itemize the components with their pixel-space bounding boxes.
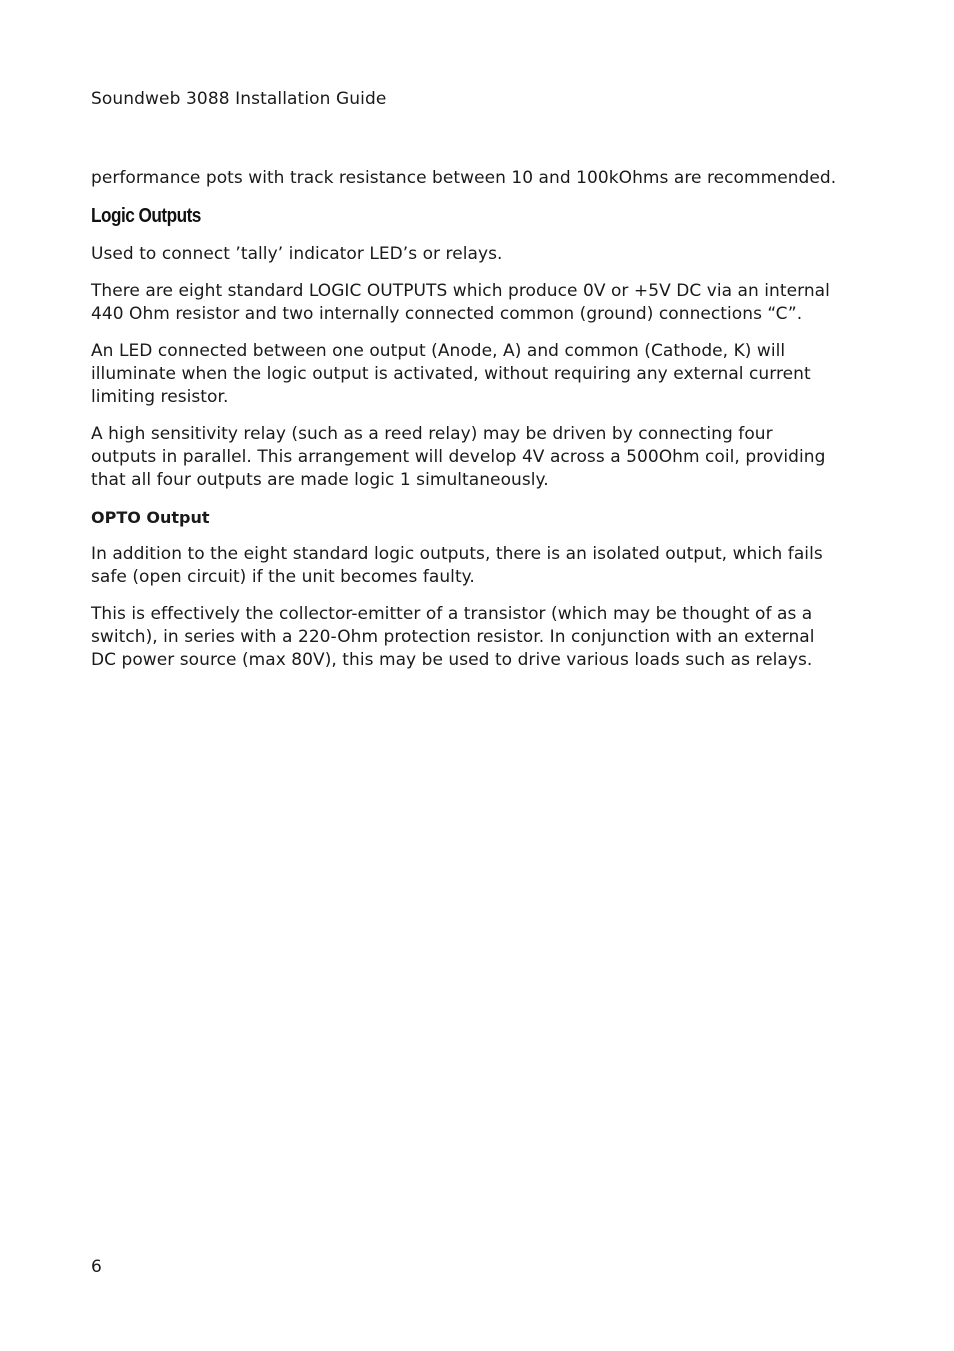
- intro-paragraph: performance pots with track resistance between 10 and 100kOhms are recommended.: [91, 168, 837, 188]
- paragraph-tally-usage: Used to connect ’tally’ indicator LED’s or relays.: [91, 244, 503, 264]
- paragraph-led-connection: An LED connected between one output (Anode, A) and common (Cathode, K) will illuminate when the logic output is activated, without requiring any external current limiting resistor.: [91, 341, 811, 407]
- paragraph-standard-outputs: There are eight standard LOGIC OUTPUTS which produce 0V or +5V DC via an internal 440 Ohm resistor and two internally connected common (ground) connections “C”.: [91, 281, 830, 324]
- paragraph-isolated-output: In addition to the eight standard logic outputs, there is an isolated output, which fails safe (open circuit) if the unit becomes faulty.: [91, 544, 823, 587]
- subsection-heading-opto-output: OPTO Output: [91, 508, 210, 527]
- running-header: Soundweb 3088 Installation Guide: [91, 89, 387, 109]
- section-heading-logic-outputs: Logic Outputs: [91, 205, 201, 227]
- page-content: [91, 167, 841, 686]
- paragraph-relay-drive: A high sensitivity relay (such as a reed relay) may be driven by connecting four outputs in parallel. This arrangement will develop 4V across a 500Ohm coil, providing that all four outputs are made logic 1 simultaneously.: [91, 424, 826, 490]
- paragraph-collector-emitter: This is effectively the collector-emitter of a transistor (which may be thought of as a switch), in series with a 220-Ohm protection resistor. In conjunction with an external DC power source (max 80V), this may be used to drive various loads such as relays.: [91, 604, 815, 670]
- page-number: 6: [91, 1257, 102, 1277]
